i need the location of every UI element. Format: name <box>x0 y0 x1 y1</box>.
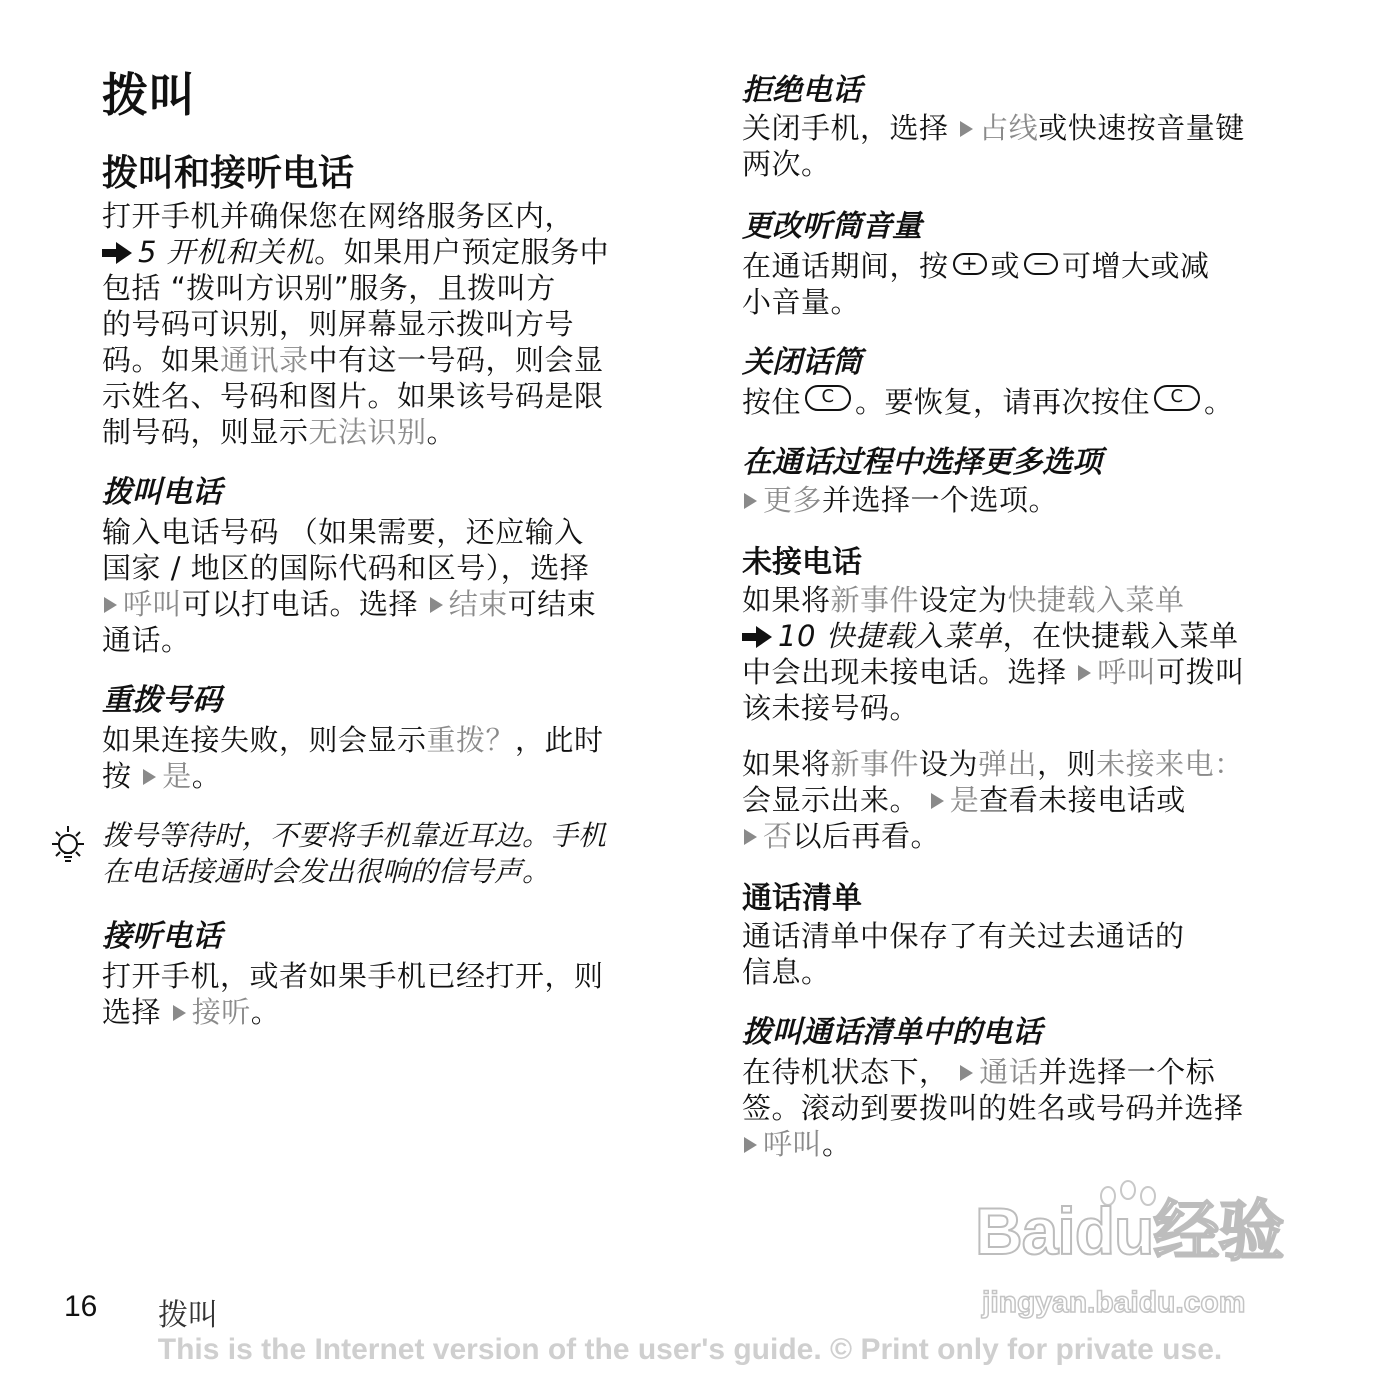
text: 选择 <box>102 995 171 1029</box>
key-label: C <box>1170 386 1184 407</box>
xref-link[interactable]: 5 开机和关机 <box>138 235 315 269</box>
text-line <box>742 782 1244 818</box>
menu-term: 接听 <box>191 995 251 1029</box>
menu-term: 更多 <box>763 483 823 517</box>
text: 关闭手机，选择 <box>742 111 959 145</box>
menu-term: 否 <box>763 819 793 853</box>
key-label: C <box>821 386 835 407</box>
play-triangle-icon <box>960 121 973 137</box>
footer-section: 拨叫 <box>158 1298 218 1333</box>
volume-paragraph <box>742 248 1210 320</box>
dial-heading: 拨叫电话 <box>102 475 222 510</box>
menu-term: 通讯录 <box>220 343 309 377</box>
text: 中会出现未接电话。选择 <box>742 655 1077 689</box>
c-key-icon <box>805 385 851 411</box>
text: 设为 <box>919 747 979 781</box>
lightbulb-icon <box>44 822 92 870</box>
text-line <box>742 384 1234 420</box>
play-triangle-icon <box>143 769 156 785</box>
xref-link[interactable]: 10 快捷载入菜单 <box>778 619 1003 653</box>
menu-term: 呼叫 <box>763 1127 823 1161</box>
text-line <box>742 248 1210 284</box>
intro-line <box>102 342 609 378</box>
baidu-logo-watermark: Baidu经验 <box>975 1194 1284 1268</box>
text: ，在快捷载入菜单 <box>1002 619 1239 653</box>
intro-paragraph <box>102 198 609 450</box>
text-line <box>742 482 1058 518</box>
redial-heading: 重拨号码 <box>102 683 222 718</box>
text-line <box>742 618 1245 654</box>
page-number: 16 <box>64 1290 98 1323</box>
mute-heading: 关闭话筒 <box>742 345 862 380</box>
play-triangle-icon <box>744 1137 757 1153</box>
text: 会显示出来。 <box>742 783 929 817</box>
play-triangle-icon <box>430 597 443 613</box>
volume-heading: 更改听筒音量 <box>742 209 922 244</box>
play-triangle-icon <box>173 1005 186 1021</box>
text-line <box>742 818 1244 854</box>
menu-term: 新事件 <box>830 583 920 617</box>
text-line: 通话。 <box>102 623 191 657</box>
key-label: + <box>960 251 979 275</box>
text: 或 <box>990 249 1021 283</box>
arrow-right-icon <box>102 242 132 264</box>
text: 以后再看。 <box>792 819 941 853</box>
text: 按 <box>102 759 142 793</box>
text-line <box>102 994 604 1030</box>
text: 并选择一个选项。 <box>822 483 1059 517</box>
volume-up-key-icon <box>953 253 987 275</box>
missed-heading: 未接电话 <box>742 545 862 580</box>
call-from-list-paragraph <box>742 1054 1244 1162</box>
intro-line: 示姓名、号码和图片。如果该号码是限 <box>102 379 604 413</box>
menu-term: 是 <box>949 783 980 817</box>
text-line: 信息。 <box>742 955 831 989</box>
text: 可结束 <box>507 587 597 621</box>
text: 。 <box>822 1127 852 1161</box>
text: 可以打电话。选择 <box>182 587 428 621</box>
text: 设定为 <box>919 583 1008 617</box>
text-line <box>102 586 596 622</box>
call-from-list-heading: 拨叫通话清单中的电话 <box>742 1015 1042 1050</box>
text: 制号码，则显示 <box>102 415 309 449</box>
text-line <box>102 722 604 758</box>
text: 如果将 <box>742 583 831 617</box>
missed-paragraph <box>742 582 1245 726</box>
call-list-heading: 通话清单 <box>742 881 862 916</box>
reject-heading: 拒绝电话 <box>742 73 862 108</box>
text-line <box>742 1126 1244 1162</box>
c-key-icon <box>1154 385 1200 411</box>
menu-term: 无法识别 <box>308 415 427 449</box>
reject-paragraph <box>742 110 1245 182</box>
text: 码。如果 <box>102 343 221 377</box>
page-title: 拨叫 <box>102 68 196 122</box>
intro-line <box>102 234 609 270</box>
play-triangle-icon <box>744 493 757 509</box>
menu-term: 是 <box>162 759 192 793</box>
text: 。要恢复，请再次按住 <box>855 385 1151 419</box>
text: 。 <box>191 759 222 793</box>
text-line: 国家 / 地区的国际代码和区号），选择 <box>102 551 590 585</box>
menu-term: 呼叫 <box>1097 655 1157 689</box>
text: ，则 <box>1037 747 1097 781</box>
menu-term: 通话 <box>979 1055 1039 1089</box>
intro-line: 包括 “拨叫方识别”服务，且拨叫方 <box>102 271 556 305</box>
volume-down-key-icon <box>1024 253 1058 275</box>
text: 并选择一个标 <box>1038 1055 1216 1089</box>
play-triangle-icon <box>931 793 944 809</box>
play-triangle-icon <box>1078 665 1091 681</box>
text-line <box>742 1054 1244 1090</box>
text-line <box>742 746 1244 782</box>
menu-term: 重拨？ <box>426 723 516 757</box>
call-list-paragraph <box>742 918 1185 990</box>
menu-term: 新事件 <box>830 747 920 781</box>
text: 按住 <box>742 385 802 419</box>
text-line: 小音量。 <box>742 285 861 319</box>
menu-term: 结束 <box>448 587 508 621</box>
text: 。 <box>1204 385 1234 419</box>
intro-line: 的号码可识别，则屏幕显示拨叫方号 <box>102 307 575 341</box>
more-options-paragraph <box>742 482 1058 518</box>
intro-line <box>102 414 609 450</box>
text-line: 签。滚动到要拨叫的姓名或号码并选择 <box>742 1091 1244 1125</box>
text: 或快速按音量键 <box>1038 111 1245 145</box>
more-options-heading: 在通话过程中选择更多选项 <box>742 445 1102 480</box>
text-line: 打开手机，或者如果手机已经打开，则 <box>102 959 604 993</box>
watermark-url: jingyan.baidu.com <box>982 1286 1246 1319</box>
text-line <box>742 654 1245 690</box>
footer-note: This is the Internet version of the user's guide. © Print only for private use. <box>157 1333 1223 1366</box>
play-triangle-icon <box>744 829 757 845</box>
text: 。如果用户预定服务中 <box>314 235 610 269</box>
text: 中有这一号码，则会显 <box>308 343 604 377</box>
text-line <box>102 758 604 794</box>
text: 在待机状态下， <box>742 1055 959 1089</box>
menu-term: 弹出 <box>978 747 1038 781</box>
tip-note <box>102 818 662 890</box>
text: 如果将 <box>742 747 831 781</box>
redial-paragraph <box>102 722 604 794</box>
tip-line: 拨号等待时，不要将手机靠近耳边。手机 <box>102 819 607 852</box>
text: ，此时 <box>515 723 604 757</box>
mute-paragraph <box>742 384 1234 420</box>
text: 可拨叫 <box>1156 655 1245 689</box>
text: 可增大或减 <box>1062 249 1210 283</box>
menu-term: 快捷载入菜单 <box>1007 583 1185 617</box>
answer-heading: 接听电话 <box>102 919 222 954</box>
text: 查看未接电话或 <box>979 783 1186 817</box>
intro-line: 打开手机并确保您在网络服务区内， <box>102 199 575 233</box>
missed-popup-paragraph <box>742 746 1244 854</box>
text-line <box>742 110 1245 146</box>
menu-term: 呼叫 <box>123 587 183 621</box>
text: 在通话期间，按 <box>742 249 949 283</box>
text-line: 输入电话号码 （如果需要，还应输入 <box>102 515 584 549</box>
arrow-right-icon <box>742 626 772 648</box>
play-triangle-icon <box>960 1065 973 1081</box>
text: 如果连接失败，则会显示 <box>102 723 427 757</box>
play-triangle-icon <box>104 597 117 613</box>
text-line: 通话清单中保存了有关过去通话的 <box>742 919 1185 953</box>
dial-paragraph <box>102 514 596 658</box>
text: 。 <box>426 415 457 449</box>
text-line: 两次。 <box>742 147 831 181</box>
menu-term: 占线 <box>979 111 1039 145</box>
text: 。 <box>250 995 281 1029</box>
text-line: 该未接号码。 <box>742 691 920 725</box>
tip-line: 在电话接通时会发出很响的信号声。 <box>102 855 551 888</box>
text-line <box>742 582 1245 618</box>
section-title: 拨叫和接听电话 <box>102 153 355 194</box>
menu-term: 未接来电： <box>1096 747 1244 781</box>
key-label: − <box>1032 251 1050 275</box>
answer-paragraph <box>102 958 604 1030</box>
